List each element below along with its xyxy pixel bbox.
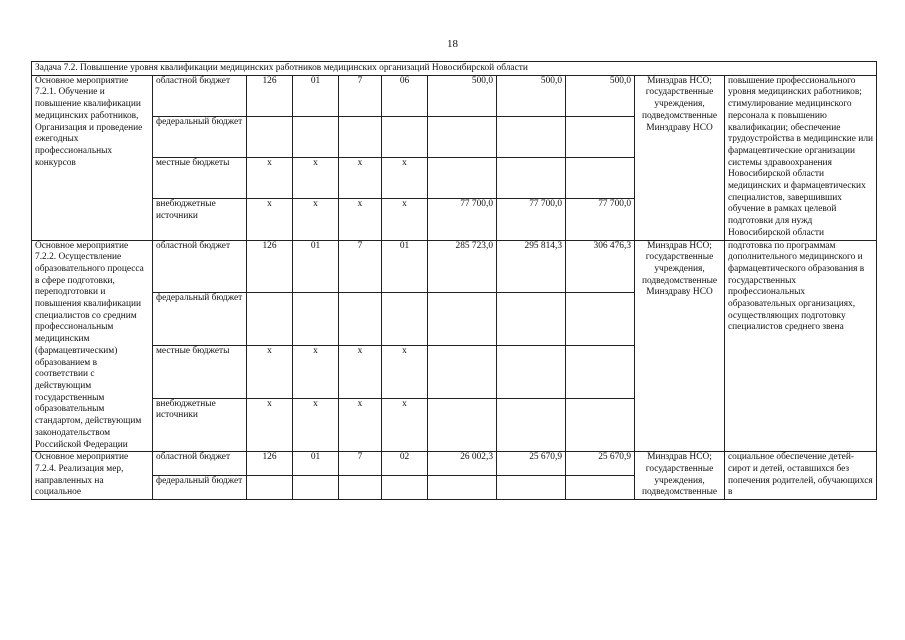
code-cell: х [293,398,339,452]
code-cell: х [293,198,339,240]
code-cell [339,293,382,346]
table-row [32,75,877,116]
amount-cell [497,157,566,198]
executor-cell: Минздрав НСО; государственные учреждения, подведомственные Минздраву НСО [635,240,725,452]
code-cell: 7 [339,75,382,116]
code-cell [382,476,428,500]
code-cell [293,293,339,346]
code-cell: х [339,345,382,398]
amount-cell [566,157,635,198]
code-cell: 126 [247,452,293,476]
task-row [32,62,877,76]
table-row [32,240,877,293]
code-cell: 7 [339,240,382,293]
amount-cell [566,293,635,346]
code-cell: 126 [247,240,293,293]
amount-cell [497,293,566,346]
event-name: Основное мероприятие 7.2.1. Обучение и повышение квалификации медицинских работников, Организация и проведение ежегодных профессиональных конкурсов [32,75,153,240]
code-cell: х [382,398,428,452]
code-cell: х [247,398,293,452]
amount-cell: 77 700,0 [428,198,497,240]
page-number: 18 [447,38,458,50]
program-table [31,61,877,500]
code-cell: х [293,157,339,198]
code-cell: х [247,198,293,240]
code-cell [382,293,428,346]
amount-cell [428,476,497,500]
funding-source: внебюджетные источники [153,198,247,240]
amount-cell: 500,0 [428,75,497,116]
amount-cell [497,398,566,452]
code-cell [293,116,339,157]
code-cell: х [339,157,382,198]
event-name: Основное мероприятие 7.2.4. Реализация мер, направленных на социальное [32,452,153,500]
code-cell: х [293,345,339,398]
amount-cell: 25 670,9 [566,452,635,476]
funding-source: местные бюджеты [153,157,247,198]
funding-source: федеральный бюджет [153,116,247,157]
code-cell: х [339,198,382,240]
amount-cell: 77 700,0 [497,198,566,240]
code-cell [339,116,382,157]
code-cell: 02 [382,452,428,476]
funding-source: областной бюджет [153,452,247,476]
amount-cell [428,293,497,346]
code-cell [247,476,293,500]
table-row [32,452,877,476]
code-cell: 06 [382,75,428,116]
code-cell [382,116,428,157]
amount-cell [497,116,566,157]
code-cell: 01 [293,75,339,116]
code-cell: х [247,345,293,398]
funding-source: областной бюджет [153,240,247,293]
code-cell [339,476,382,500]
amount-cell: 77 700,0 [566,198,635,240]
code-cell: х [382,198,428,240]
code-cell: 01 [293,452,339,476]
code-cell: х [382,345,428,398]
funding-source: внебюджетные источники [153,398,247,452]
result-cell: социальное обеспечение детей-сирот и детей, оставшихся без попечения родителей, обучающихся в [725,452,877,500]
funding-source: федеральный бюджет [153,476,247,500]
amount-cell [428,345,497,398]
amount-cell [566,398,635,452]
amount-cell [497,476,566,500]
amount-cell [428,398,497,452]
code-cell: х [247,157,293,198]
task-title: Задача 7.2. Повышение уровня квалификации медицинских работников медицинских организаций Новосибирской области [32,62,877,76]
amount-cell [566,345,635,398]
code-cell: 126 [247,75,293,116]
amount-cell [566,476,635,500]
code-cell: 01 [382,240,428,293]
funding-source: федеральный бюджет [153,293,247,346]
code-cell: х [339,398,382,452]
code-cell: 01 [293,240,339,293]
code-cell [247,116,293,157]
amount-cell: 295 814,3 [497,240,566,293]
amount-cell: 25 670,9 [497,452,566,476]
code-cell [293,476,339,500]
amount-cell [497,345,566,398]
code-cell [247,293,293,346]
amount-cell [566,116,635,157]
event-name: Основное мероприятие 7.2.2. Осуществление образовательного процесса в сфере подготовки, переподготовки и повышения квалификации специалистов со средним профессиональным медицинским (фармацевтическим) образованием в соответствии с действующим государственным образовательным стандартом, действующим законодательством Российской Федерации [32,240,153,452]
amount-cell: 500,0 [497,75,566,116]
amount-cell: 306 476,3 [566,240,635,293]
code-cell: х [382,157,428,198]
amount-cell: 26 002,3 [428,452,497,476]
amount-cell: 500,0 [566,75,635,116]
result-cell: повышение профессионального уровня медицинских работников; стимулирование медицинского персонала к повышению квалификации; обеспечение трудоустройства в медицинские или фармацевтические организации системы здравоохранения Новосибирской области медицинских и фармацевтических специалистов, завершивших обучение в рамках целевой подготовки для нужд Новосибирской области [725,75,877,240]
amount-cell [428,157,497,198]
funding-source: областной бюджет [153,75,247,116]
executor-cell: Минздрав НСО; государственные учреждения, подведомственные [635,452,725,500]
amount-cell [428,116,497,157]
funding-source: местные бюджеты [153,345,247,398]
code-cell: 7 [339,452,382,476]
executor-cell: Минздрав НСО; государственные учреждения, подведомственные Минздраву НСО [635,75,725,240]
amount-cell: 285 723,0 [428,240,497,293]
result-cell: подготовка по программам дополнительного медицинского и фармацевтического образования в государственных профессиональных образовательных организациях, осуществляющих подготовку специалистов среднего звена [725,240,877,452]
